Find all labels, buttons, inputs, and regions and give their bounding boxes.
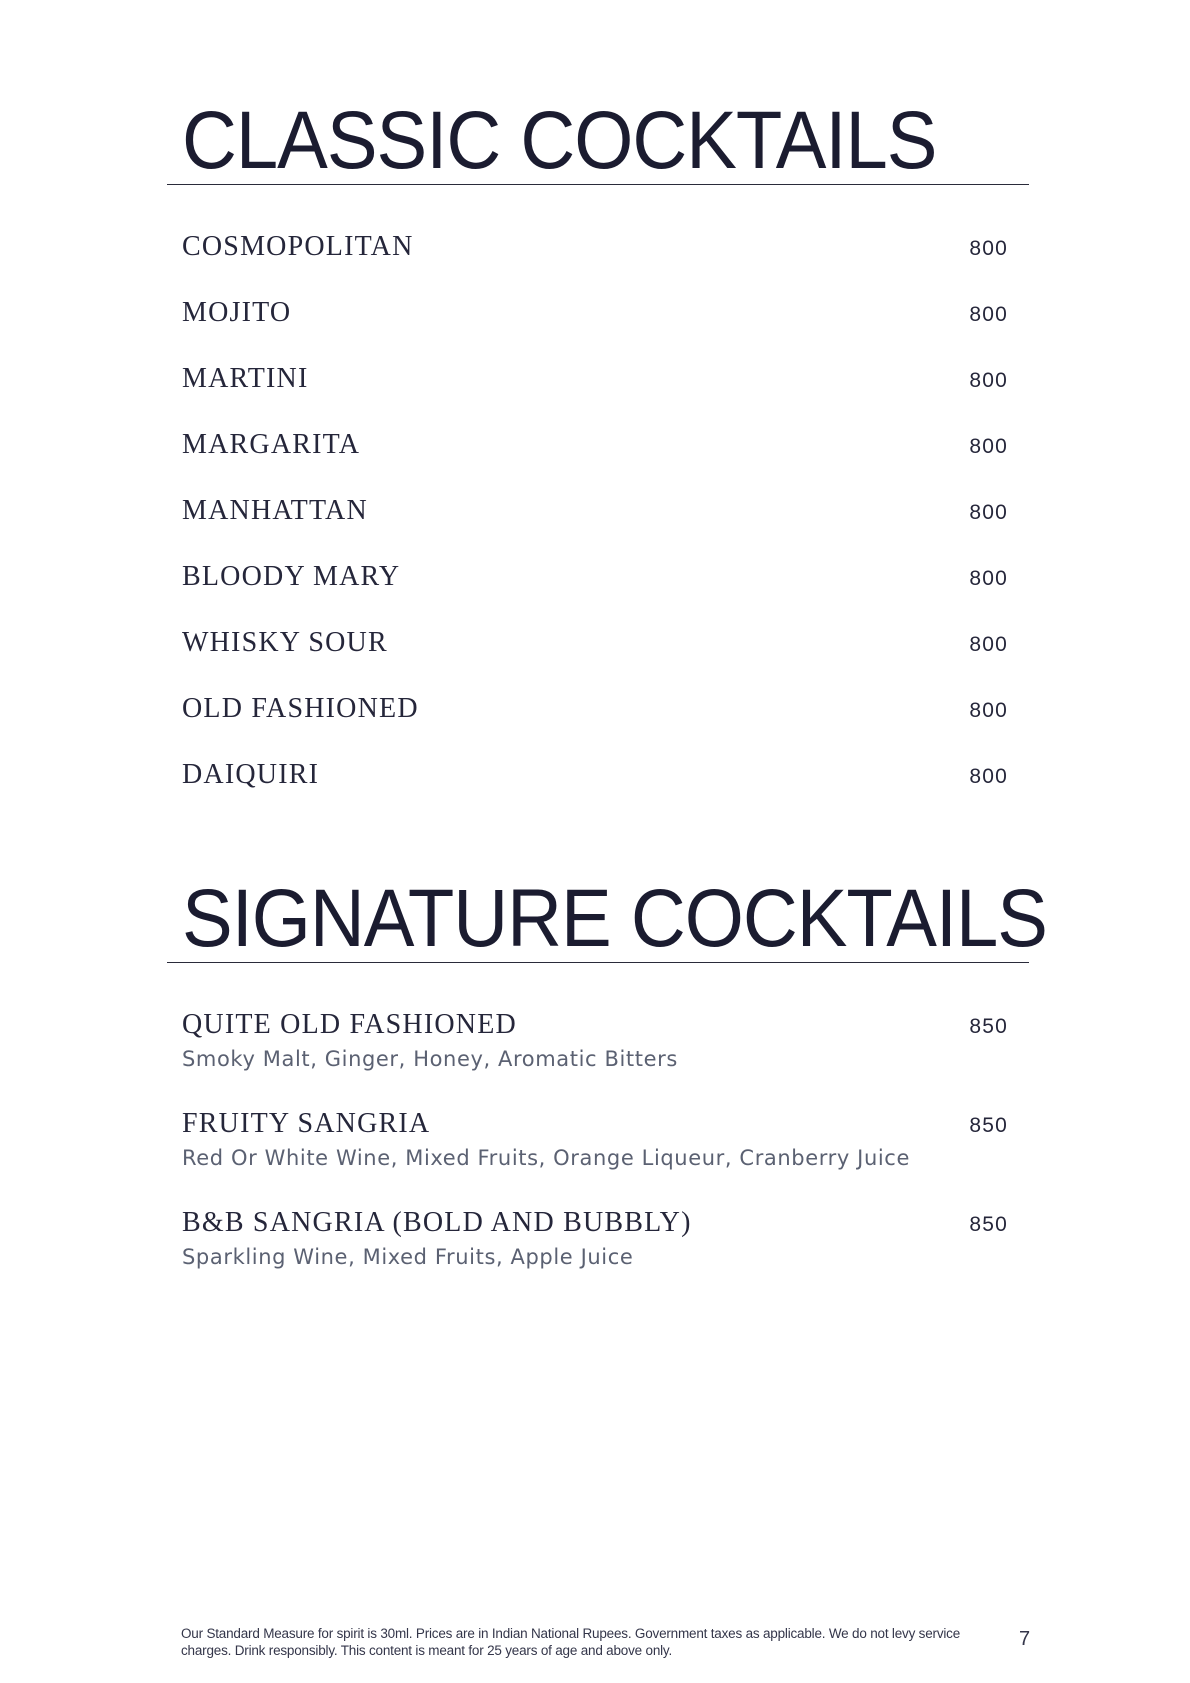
item-name: FRUITY SANGRIA (182, 1108, 431, 1139)
item-price: 800 (969, 369, 1008, 392)
item-name: MOJITO (182, 297, 292, 328)
item-price: 850 (969, 1114, 1008, 1137)
item-price: 800 (969, 303, 1008, 326)
menu-item-fruity-sangria (182, 1109, 1008, 1189)
classic-cocktails-heading: CLASSIC COCKTAILS (182, 94, 937, 187)
item-description: Red Or White Wine, Mixed Fruits, Orange Liqueur, Cranberry Juice (182, 1146, 910, 1170)
item-name: MANHATTAN (182, 495, 368, 526)
item-price: 850 (969, 1015, 1008, 1038)
menu-item-margarita (182, 430, 1008, 490)
item-name: COSMOPOLITAN (182, 231, 414, 262)
item-name: B&B SANGRIA (BOLD AND BUBBLY) (182, 1207, 692, 1238)
item-name: MARGARITA (182, 429, 361, 460)
item-name: WHISKY SOUR (182, 627, 388, 658)
item-name: MARTINI (182, 363, 309, 394)
item-price: 800 (969, 633, 1008, 656)
item-description: Sparkling Wine, Mixed Fruits, Apple Juice (182, 1245, 634, 1269)
item-name: BLOODY MARY (182, 561, 401, 592)
signature-cocktails-heading: SIGNATURE COCKTAILS (182, 872, 1047, 965)
item-name: OLD FASHIONED (182, 693, 419, 724)
item-price: 800 (969, 435, 1008, 458)
menu-item-manhattan (182, 496, 1008, 556)
item-name: QUITE OLD FASHIONED (182, 1009, 517, 1040)
item-name: DAIQUIRI (182, 759, 320, 790)
menu-item-whisky-sour (182, 628, 1008, 688)
menu-item-cosmopolitan (182, 232, 1008, 292)
page-number: 7 (1019, 1628, 1031, 1650)
item-description: Smoky Malt, Ginger, Honey, Aromatic Bitters (182, 1047, 678, 1071)
menu-item-bloody-mary (182, 562, 1008, 622)
menu-item-mojito (182, 298, 1008, 358)
menu-item-bb-sangria (182, 1208, 1008, 1288)
item-price: 800 (969, 699, 1008, 722)
menu-item-quite-old-fashioned (182, 1010, 1008, 1090)
menu-item-daiquiri (182, 760, 1008, 820)
footer-disclaimer: Our Standard Measure for spirit is 30ml. Prices are in Indian National Rupees. Government taxes as applicable. We do not levy service charges. Drink responsibly. This content is meant for 25 years of age and above only. (181, 1626, 961, 1658)
signature-section-divider (167, 962, 1029, 963)
item-price: 850 (969, 1213, 1008, 1236)
item-price: 800 (969, 567, 1008, 590)
classic-section-divider (167, 184, 1029, 185)
item-price: 800 (969, 237, 1008, 260)
menu-item-old-fashioned (182, 694, 1008, 754)
menu-item-martini (182, 364, 1008, 424)
item-price: 800 (969, 765, 1008, 788)
item-price: 800 (969, 501, 1008, 524)
